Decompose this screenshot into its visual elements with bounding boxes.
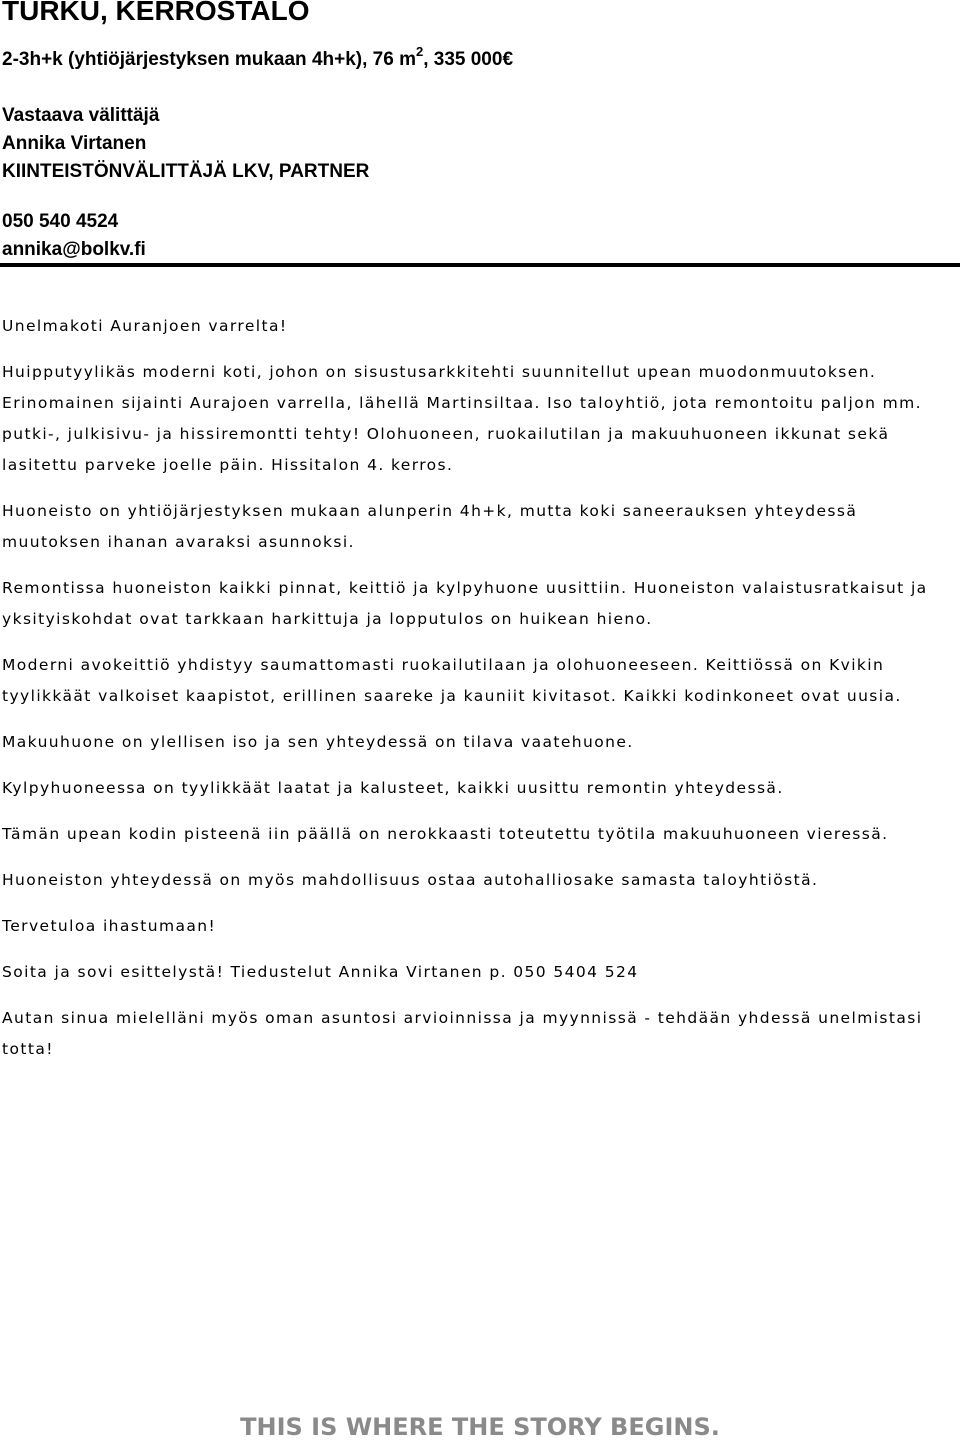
listing-summary — [2, 43, 514, 74]
description-paragraph: Huoneisto on yhtiöjärjestyksen mukaan alunperin 4h+k, mutta koki saneerauksen yhteydessä muutoksen ihanan avaraksi asunnoksi. — [2, 502, 858, 551]
divider — [0, 263, 960, 267]
description-paragraph: Moderni avokeittiö yhdistyy saumattomasti ruokailutilaan ja olohuoneeseen. Keittiössä on Kvikin tyylikkäät valkoiset kaapistot, erillinen saareke ja kauniit kivitasot. Kaikki kodinkoneet ovat uusia. — [2, 656, 902, 705]
agent-heading: Vastaava välittäjä — [2, 105, 160, 126]
page-title: TURKU, KERROSTALO — [2, 0, 310, 26]
agent-email: annika@bolkv.fi — [2, 239, 146, 260]
description-paragraph: Huipputyylikäs moderni koti, johon on sisustusarkkitehti suunnitellut upean muodonmuutoksen. Erinomainen sijainti Aurajoen varrella, lähellä Martinsiltaa. Iso taloyhtiö, jota remontoitu paljon mm. putki-, julkisivu- ja hissiremontti tehty! Olohuoneen, ruokailutilan ja makuuhuoneen ikkunat sekä lasitettu parveke joelle päin. Hissitalon 4. kerros. — [2, 363, 922, 474]
agent-name: Annika Virtanen — [2, 133, 147, 154]
description-paragraph: Unelmakoti Auranjoen varrelta! — [2, 317, 288, 335]
description-paragraph: Tervetuloa ihastumaan! — [2, 917, 217, 935]
description-paragraph: Autan sinua mielelläni myös oman asuntosi arvioinnissa ja myynnissä - tehdään yhdessä unelmistasi totta! — [2, 1009, 923, 1058]
description-paragraph: Huoneiston yhteydessä on myös mahdollisuus ostaa autohalliosake samasta taloyhtiöstä. — [2, 871, 819, 889]
footer-tagline: THIS IS WHERE THE STORY BEGINS. — [240, 1413, 720, 1441]
description-paragraph: Tämän upean kodin pisteenä iin päällä on nerokkaasti toteutettu työtila makuuhuoneen vieressä. — [2, 825, 889, 843]
agent-info — [2, 102, 369, 186]
description-paragraph: Remontissa huoneiston kaikki pinnat, keittiö ja kylpyhuone uusittiin. Huoneiston valaistusratkaisut ja yksityiskohdat ovat tarkkaan harkittuja ja lopputulos on huikean hieno. — [2, 579, 928, 628]
agent-role: KIINTEISTÖNVÄLITTÄJÄ LKV, PARTNER — [2, 161, 370, 182]
description-paragraph: Soita ja sovi esittelystä! Tiedustelut Annika Virtanen p. 050 5404 524 — [2, 963, 639, 981]
listing-description — [2, 311, 958, 1080]
listing-summary-main: 2-3h+k (yhtiöjärjestyksen mukaan 4h+k), 76 m — [2, 49, 416, 70]
agent-phone: 050 540 4524 — [2, 211, 119, 232]
agent-contact — [2, 208, 146, 264]
area-unit-superscript: 2 — [415, 43, 424, 59]
listing-price: , 335 000€ — [423, 49, 514, 70]
description-paragraph: Kylpyhuoneessa on tyylikkäät laatat ja kalusteet, kaikki uusittu remontin yhteydessä. — [2, 779, 784, 797]
description-paragraph: Makuuhuone on ylellisen iso ja sen yhteydessä on tilava vaatehuone. — [2, 733, 634, 751]
